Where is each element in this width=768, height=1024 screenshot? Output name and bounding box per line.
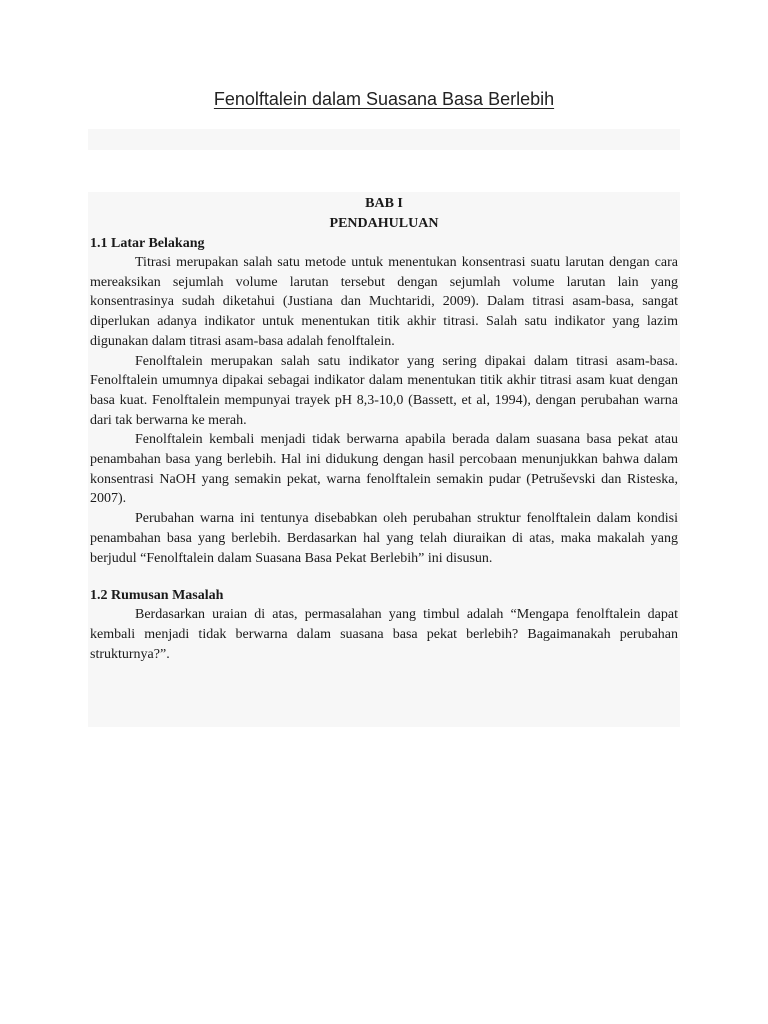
- chapter-name: PENDAHULUAN: [329, 216, 439, 231]
- paragraph: Perubahan warna ini tentunya disebabkan oleh perubahan struktur fenolftalein dalam kondisi penambahan basa yang berlebih. Berdasarkan hal yang telah diuraikan di atas, maka makalah yang berjudul “Fenolftalein dalam Suasana Basa Pekat Berlebih” ini disusun.: [90, 511, 678, 566]
- paragraph: Fenolftalein merupakan salah satu indikator yang sering dipakai dalam titrasi asam-basa. Fenolftalein umumnya dipakai sebagai indikator dalam menentukan titik akhir titrasi asam kuat dengan basa kuat. Fenolftalein mempunyai trayek pH 8,3-10,0 (Bassett, et al, 1994), dengan perubahan warna dari tak berwarna ke merah.: [90, 353, 678, 428]
- section-heading-problem: 1.2 Rumusan Masalah: [90, 588, 224, 604]
- document-body: [88, 192, 680, 727]
- section-gap: [90, 568, 678, 586]
- blank-band: [88, 129, 680, 150]
- chapter-number: BAB I: [365, 196, 403, 211]
- paragraph: Berdasarkan uraian di atas, permasalahan yang timbul adalah “Mengapa fenolftalein dapat kembali menjadi tidak berwarna dalam suasana basa pekat berlebih? Bagaimanakah perubahan strukturnya?”.: [90, 607, 678, 662]
- paragraph: Fenolftalein kembali menjadi tidak berwarna apabila berada dalam suasana basa pekat atau penambahan basa yang berlebih. Hal ini didukung dengan hasil percobaan menunjukkan bahwa dalam konsentrasi NaOH yang semakin pekat, warna fenolftalein semakin pudar (Petruševski dan Risteska, 2007).: [90, 432, 678, 507]
- document-title: Fenolftalein dalam Suasana Basa Berlebih: [213, 89, 555, 109]
- section-heading-background: 1.1 Latar Belakang: [90, 236, 205, 251]
- paragraph: Titrasi merupakan salah satu metode untuk menentukan konsentrasi suatu larutan dengan cara mereaksikan sejumlah volume larutan tersebut dengan sejumlah volume larutan lain yang konsentrasinya sudah diketahui (Justiana dan Muchtaridi, 2009). Dalam titrasi asam-basa, sangat diperlukan adanya indikator untuk menentukan titik akhir titrasi. Salah satu indikator yang lazim digunakan dalam titrasi asam-basa adalah fenolftalein.: [90, 255, 678, 349]
